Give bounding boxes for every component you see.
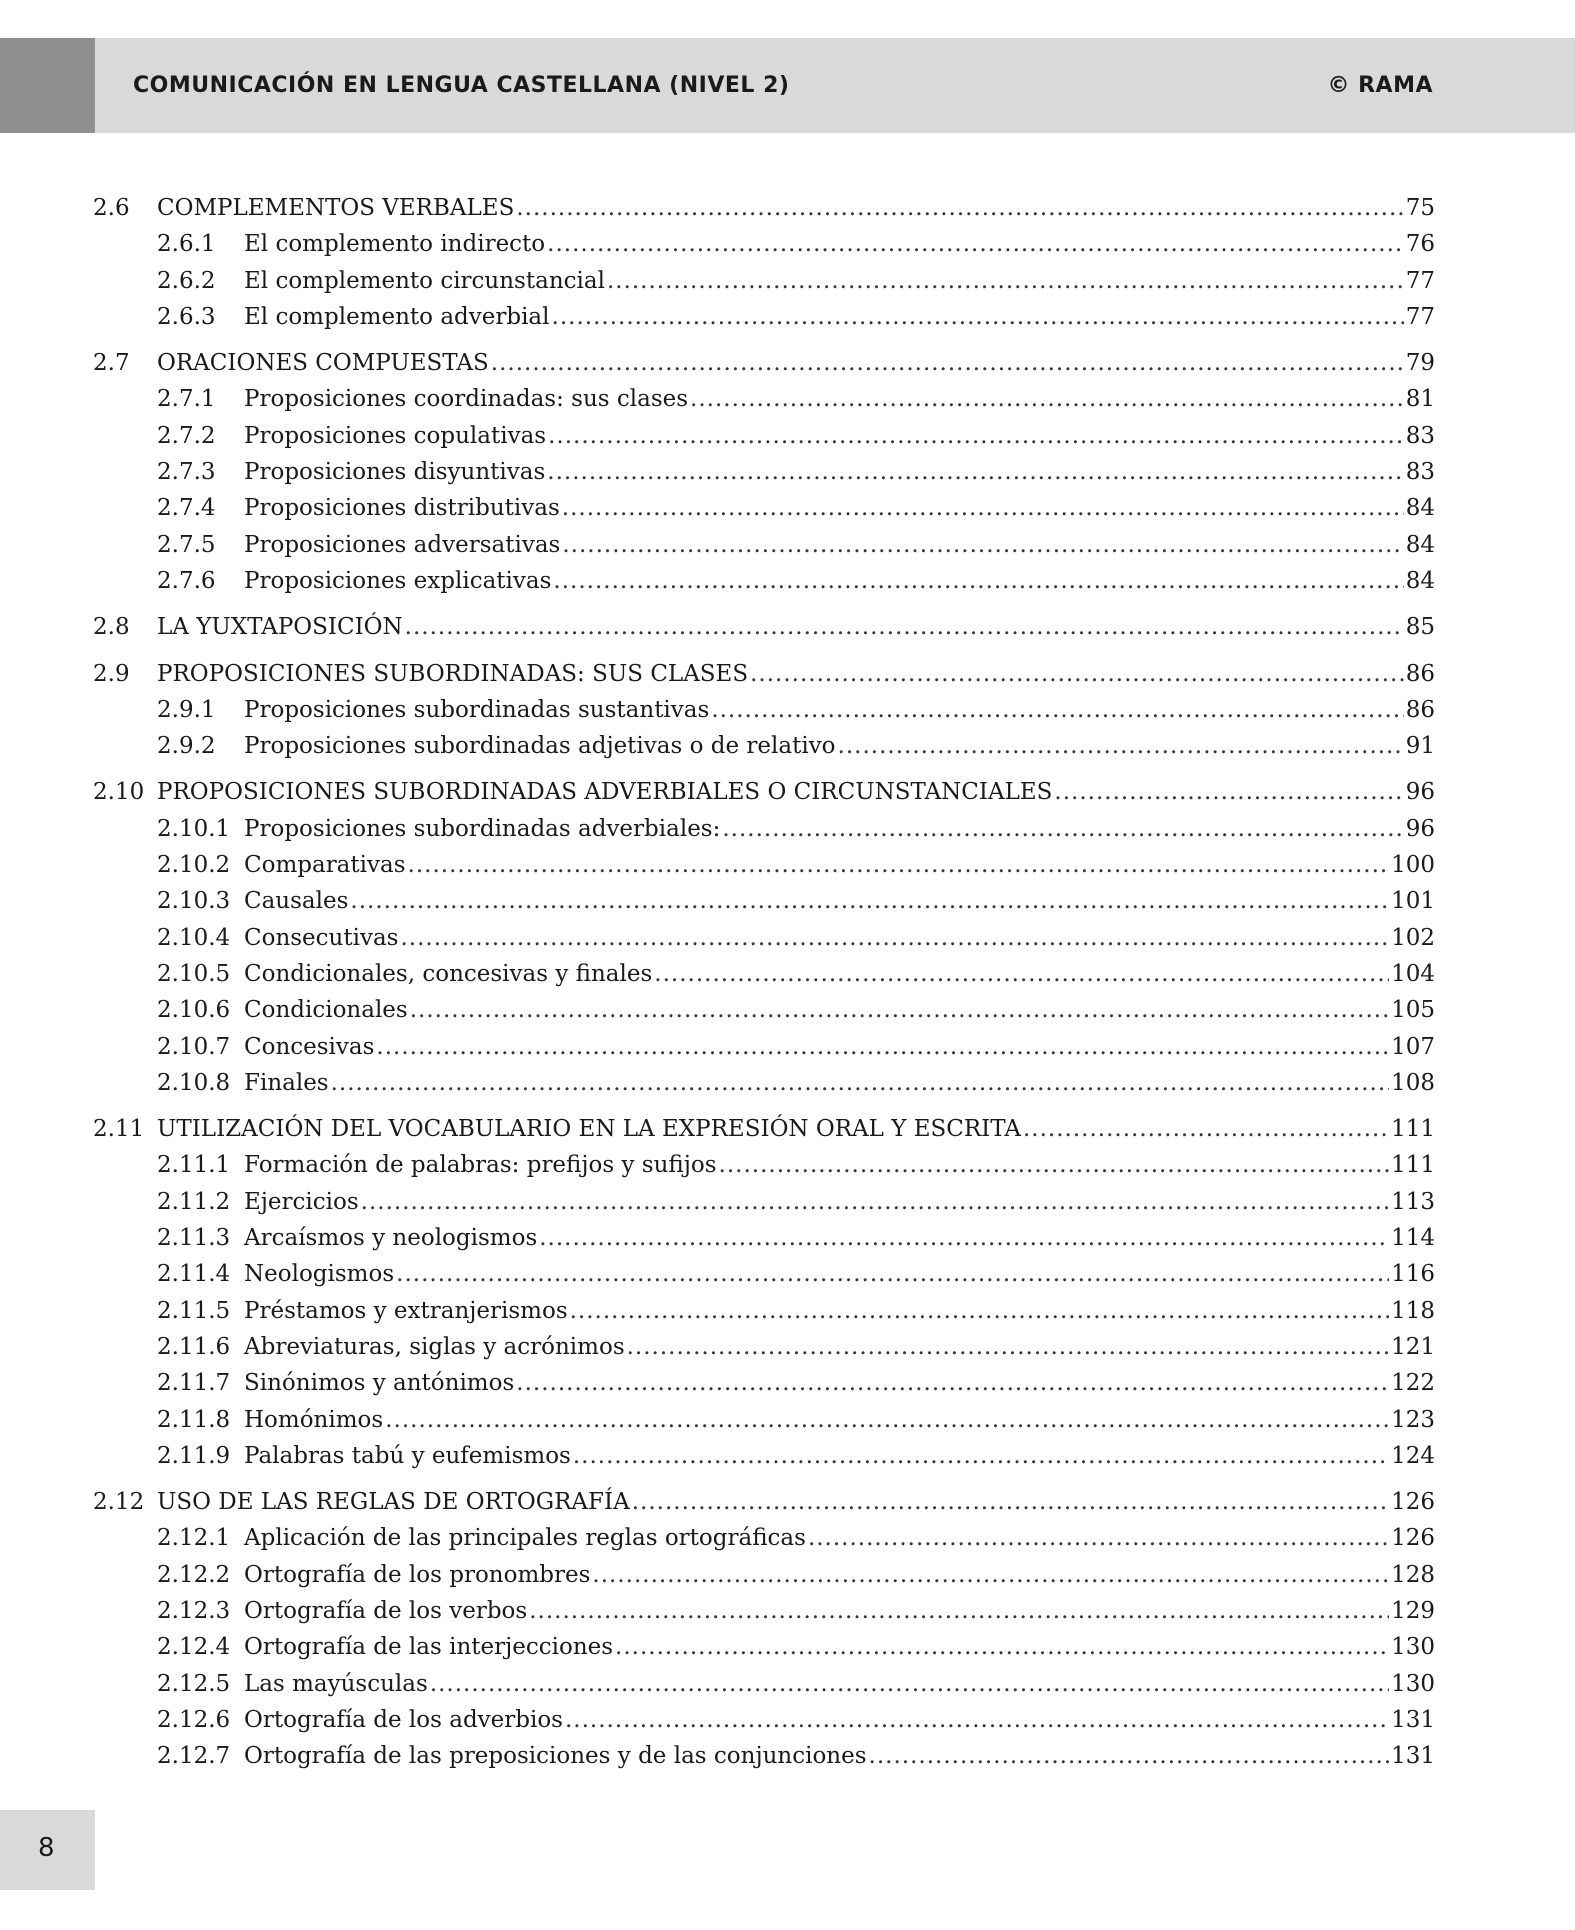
toc-section bbox=[93, 1111, 1435, 1474]
toc-entry-page: 84 bbox=[1405, 495, 1435, 522]
toc-entry-number: 2.10.6 bbox=[157, 997, 231, 1024]
toc-entry-page: 75 bbox=[1405, 195, 1435, 221]
toc-entry-number: 2.10.1 bbox=[157, 815, 231, 842]
toc-entry-title: Concesivas bbox=[244, 1033, 375, 1060]
toc-leader-dots bbox=[1054, 774, 1403, 810]
toc-entry-page: 83 bbox=[1405, 459, 1435, 486]
toc-entry-title: Las mayúsculas bbox=[244, 1670, 428, 1697]
toc-leader-dots bbox=[361, 1184, 1389, 1220]
toc-entry-title: Comparativas bbox=[244, 852, 406, 879]
toc-subsection-entry[interactable] bbox=[93, 1702, 1435, 1738]
toc-section bbox=[93, 345, 1435, 599]
toc-entry-title: Homónimos bbox=[244, 1406, 384, 1433]
toc-entry-page: 108 bbox=[1391, 1069, 1435, 1096]
toc-subsection-entry[interactable] bbox=[93, 299, 1435, 335]
toc-subsection-entry[interactable] bbox=[93, 992, 1435, 1028]
toc-entry-page: 84 bbox=[1405, 567, 1435, 594]
toc-entry-number: 2.12.6 bbox=[157, 1706, 231, 1733]
toc-entry-number: 2.10 bbox=[93, 779, 145, 806]
toc-leader-dots bbox=[750, 656, 1404, 692]
toc-entry-title: USO DE LAS REGLAS DE ORTOGRAFÍA bbox=[157, 1489, 630, 1516]
toc-entry-page: 84 bbox=[1405, 531, 1435, 558]
toc-leader-dots bbox=[838, 728, 1404, 764]
toc-subsection-entry[interactable] bbox=[93, 1329, 1435, 1365]
toc-entry-number: 2.11.2 bbox=[157, 1188, 231, 1215]
toc-entry-number: 2.11.7 bbox=[157, 1370, 231, 1397]
toc-leader-dots bbox=[405, 609, 1404, 645]
toc-leader-dots bbox=[565, 1702, 1389, 1738]
toc-entry-title: UTILIZACIÓN DEL VOCABULARIO EN LA EXPRESIÓN ORAL Y ESCRITA bbox=[157, 1116, 1021, 1143]
toc-leader-dots bbox=[632, 1484, 1389, 1520]
toc-leader-dots bbox=[376, 1029, 1389, 1065]
toc-entry-title: Ortografía de los pronombres bbox=[244, 1561, 591, 1588]
toc-subsection-entry[interactable] bbox=[93, 1593, 1435, 1629]
toc-entry-title: Neologismos bbox=[244, 1261, 395, 1288]
toc-subsection-entry[interactable] bbox=[93, 1220, 1435, 1256]
toc-entry-number: 2.10.2 bbox=[157, 852, 231, 879]
toc-leader-dots bbox=[547, 454, 1403, 490]
toc-entry-number: 2.10.8 bbox=[157, 1069, 231, 1096]
toc-entry-number: 2.6 bbox=[93, 195, 130, 221]
toc-section bbox=[93, 656, 1435, 765]
toc-entry-number: 2.11.9 bbox=[157, 1442, 231, 1469]
toc-entry-page: 100 bbox=[1391, 852, 1435, 879]
toc-section bbox=[93, 609, 1435, 645]
toc-leader-dots bbox=[548, 418, 1404, 454]
toc-subsection-entry[interactable] bbox=[93, 1738, 1435, 1774]
toc-subsection-entry[interactable] bbox=[93, 1402, 1435, 1438]
toc-entry-number: 2.10.5 bbox=[157, 960, 231, 987]
toc-entry-title: El complemento circunstancial bbox=[244, 267, 605, 294]
toc-entry-page: 79 bbox=[1405, 350, 1435, 377]
toc-subsection-entry[interactable] bbox=[93, 1065, 1435, 1101]
page-number: 8 bbox=[38, 1833, 55, 1863]
toc-section-entry[interactable] bbox=[93, 345, 1435, 381]
toc-leader-dots bbox=[719, 1147, 1390, 1183]
toc-entry-page: 113 bbox=[1391, 1188, 1435, 1215]
toc-section-entry[interactable] bbox=[93, 1111, 1435, 1147]
toc-subsection-entry[interactable] bbox=[93, 381, 1435, 417]
toc-entry-page: 129 bbox=[1391, 1597, 1435, 1624]
toc-entry-title: PROPOSICIONES SUBORDINADAS ADVERBIALES O CIRCUNSTANCIALES bbox=[157, 779, 1053, 806]
toc-entry-number: 2.8 bbox=[93, 614, 130, 641]
toc-entry-number: 2.12.3 bbox=[157, 1597, 231, 1624]
toc-entry-number: 2.12.2 bbox=[157, 1561, 231, 1588]
toc-leader-dots bbox=[547, 226, 1404, 262]
toc-entry-page: 91 bbox=[1405, 733, 1435, 760]
toc-entry-title: El complemento adverbial bbox=[244, 303, 550, 330]
toc-entry-page: 111 bbox=[1391, 1116, 1435, 1143]
toc-entry-number: 2.7.4 bbox=[157, 495, 216, 522]
toc-leader-dots bbox=[539, 1220, 1389, 1256]
toc-subsection-entry[interactable] bbox=[93, 1184, 1435, 1220]
toc-entry-number: 2.6.1 bbox=[157, 231, 216, 258]
toc-entry-page: 86 bbox=[1405, 660, 1435, 687]
toc-section bbox=[93, 190, 1435, 335]
toc-section-entry[interactable] bbox=[93, 774, 1435, 810]
toc-subsection-entry[interactable] bbox=[93, 847, 1435, 883]
toc-entry-number: 2.6.3 bbox=[157, 303, 216, 330]
toc-leader-dots bbox=[808, 1520, 1389, 1556]
toc-entry-number: 2.11.3 bbox=[157, 1225, 231, 1252]
toc-leader-dots bbox=[552, 299, 1404, 335]
toc-entry-page: 114 bbox=[1391, 1225, 1435, 1252]
toc-entry-title: Condicionales, concesivas y finales bbox=[244, 960, 653, 987]
toc-entry-title: Ortografía de las preposiciones y de las conjunciones bbox=[244, 1743, 867, 1770]
toc-entry-page: 130 bbox=[1391, 1634, 1435, 1661]
toc-leader-dots bbox=[562, 490, 1404, 526]
toc-entry-number: 2.11.5 bbox=[157, 1297, 231, 1324]
toc-entry-page: 131 bbox=[1391, 1743, 1435, 1770]
toc-subsection-entry[interactable] bbox=[93, 1629, 1435, 1665]
toc-leader-dots bbox=[553, 563, 1403, 599]
toc-entry-page: 96 bbox=[1405, 779, 1435, 806]
toc-entry-page: 126 bbox=[1391, 1489, 1435, 1516]
toc-entry-page: 81 bbox=[1405, 386, 1435, 413]
toc-subsection-entry[interactable] bbox=[93, 527, 1435, 563]
toc-leader-dots bbox=[570, 1293, 1389, 1329]
toc-leader-dots bbox=[562, 527, 1403, 563]
toc-entry-title: El complemento indirecto bbox=[244, 231, 546, 258]
toc-section-entry[interactable] bbox=[93, 656, 1435, 692]
toc-entry-number: 2.9.2 bbox=[157, 733, 216, 760]
header-publisher: © RAMA bbox=[1327, 73, 1433, 98]
toc-subsection-entry[interactable] bbox=[93, 1438, 1435, 1474]
toc-entry-number: 2.7.5 bbox=[157, 531, 216, 558]
toc-entry-page: 83 bbox=[1405, 422, 1435, 449]
toc-entry-title: ORACIONES COMPUESTAS bbox=[157, 350, 489, 377]
toc-entry-title: Proposiciones copulativas bbox=[244, 422, 547, 449]
toc-entry-page: 123 bbox=[1391, 1406, 1435, 1433]
toc-leader-dots bbox=[491, 345, 1404, 381]
toc-subsection-entry[interactable] bbox=[93, 728, 1435, 764]
toc-entry-title: Proposiciones subordinadas adjetivas o de relativo bbox=[244, 733, 836, 760]
toc-entry-page: 86 bbox=[1405, 696, 1435, 723]
toc-entry-title: Abreviaturas, siglas y acrónimos bbox=[244, 1333, 625, 1360]
toc-entry-number: 2.9 bbox=[93, 660, 130, 687]
toc-entry-title: Arcaísmos y neologismos bbox=[244, 1225, 538, 1252]
toc-entry-number: 2.7 bbox=[93, 350, 130, 377]
toc-entry-page: 96 bbox=[1405, 815, 1435, 842]
toc-entry-number: 2.12 bbox=[93, 1489, 145, 1516]
toc-leader-dots bbox=[430, 1666, 1389, 1702]
toc-entry-number: 2.10.3 bbox=[157, 888, 231, 915]
toc-entry-title: LA YUXTAPOSICIÓN bbox=[157, 614, 403, 641]
toc-subsection-entry[interactable] bbox=[93, 920, 1435, 956]
toc-section bbox=[93, 774, 1435, 1101]
toc-entry-title: Formación de palabras: prefijos y sufijos bbox=[244, 1152, 717, 1179]
toc-leader-dots bbox=[711, 692, 1403, 728]
toc-entry-page: 118 bbox=[1391, 1297, 1435, 1324]
toc-subsection-entry[interactable] bbox=[93, 263, 1435, 299]
toc-leader-dots bbox=[408, 847, 1390, 883]
toc-subsection-entry[interactable] bbox=[93, 454, 1435, 490]
toc-entry-title: Condicionales bbox=[244, 997, 408, 1024]
toc-entry-page: 122 bbox=[1391, 1370, 1435, 1397]
toc-leader-dots bbox=[722, 811, 1403, 847]
toc-entry-page: 101 bbox=[1391, 888, 1435, 915]
toc-leader-dots bbox=[654, 956, 1389, 992]
running-header bbox=[0, 38, 1575, 133]
toc-entry-page: 77 bbox=[1405, 267, 1435, 294]
toc-subsection-entry[interactable] bbox=[93, 563, 1435, 599]
toc-entry-title: Ortografía de las interjecciones bbox=[244, 1634, 614, 1661]
toc-entry-number: 2.9.1 bbox=[157, 696, 216, 723]
toc-entry-page: 124 bbox=[1391, 1442, 1435, 1469]
toc-entry-title: COMPLEMENTOS VERBALES bbox=[157, 195, 515, 221]
toc-subsection-entry[interactable] bbox=[93, 1293, 1435, 1329]
toc-subsection-entry[interactable] bbox=[93, 490, 1435, 526]
toc-entry-title: Ortografía de los verbos bbox=[244, 1597, 528, 1624]
toc-entry-number: 2.12.5 bbox=[157, 1670, 231, 1697]
toc-subsection-entry[interactable] bbox=[93, 1256, 1435, 1292]
toc-entry-number: 2.7.1 bbox=[157, 386, 216, 413]
toc-entry-number: 2.11 bbox=[93, 1116, 145, 1143]
toc-section-entry[interactable] bbox=[93, 609, 1435, 645]
toc-subsection-entry[interactable] bbox=[93, 1666, 1435, 1702]
toc-leader-dots bbox=[627, 1329, 1389, 1365]
toc-leader-dots bbox=[607, 263, 1404, 299]
toc-entry-number: 2.7.3 bbox=[157, 459, 216, 486]
toc-entry-title: Ortografía de los adverbios bbox=[244, 1706, 563, 1733]
toc-entry-page: 111 bbox=[1391, 1152, 1435, 1179]
header-tab bbox=[0, 38, 95, 133]
toc-entry-page: 105 bbox=[1391, 997, 1435, 1024]
toc-entry-number: 2.6.2 bbox=[157, 267, 216, 294]
toc-entry-title: Proposiciones distributivas bbox=[244, 495, 560, 522]
toc-leader-dots bbox=[1023, 1111, 1389, 1147]
toc-leader-dots bbox=[529, 1593, 1389, 1629]
toc-entry-page: 128 bbox=[1391, 1561, 1435, 1588]
toc-entry-page: 77 bbox=[1405, 303, 1435, 330]
toc-entry-number: 2.11.8 bbox=[157, 1406, 231, 1433]
toc-entry-number: 2.12.4 bbox=[157, 1634, 231, 1661]
toc-subsection-entry[interactable] bbox=[93, 811, 1435, 847]
toc-entry-page: 116 bbox=[1391, 1261, 1435, 1288]
toc-entry-title: Proposiciones adversativas bbox=[244, 531, 561, 558]
toc-entry-number: 2.11.1 bbox=[157, 1152, 231, 1179]
toc-leader-dots bbox=[385, 1402, 1389, 1438]
table-of-contents bbox=[93, 190, 1435, 1784]
toc-entry-page: 85 bbox=[1405, 614, 1435, 641]
toc-leader-dots bbox=[410, 992, 1389, 1028]
toc-entry-title: Causales bbox=[244, 888, 349, 915]
toc-leader-dots bbox=[331, 1065, 1389, 1101]
toc-entry-number: 2.11.6 bbox=[157, 1333, 231, 1360]
toc-entry-number: 2.12.7 bbox=[157, 1743, 231, 1770]
toc-entry-title: Préstamos y extranjerismos bbox=[244, 1297, 568, 1324]
toc-subsection-entry[interactable] bbox=[93, 1365, 1435, 1401]
toc-entry-title: Finales bbox=[244, 1069, 329, 1096]
toc-subsection-entry[interactable] bbox=[93, 1520, 1435, 1556]
header-title: COMUNICACIÓN EN LENGUA CASTELLANA (NIVEL 2) bbox=[133, 73, 790, 98]
toc-subsection-entry[interactable] bbox=[93, 1557, 1435, 1593]
toc-leader-dots bbox=[869, 1738, 1390, 1774]
toc-entry-page: 130 bbox=[1391, 1670, 1435, 1697]
toc-subsection-entry[interactable] bbox=[93, 418, 1435, 454]
toc-entry-title: Proposiciones subordinadas adverbiales: bbox=[244, 815, 721, 842]
toc-section bbox=[93, 1484, 1435, 1774]
toc-subsection-entry[interactable] bbox=[93, 1029, 1435, 1065]
toc-leader-dots bbox=[516, 190, 1403, 226]
toc-entry-title: Proposiciones disyuntivas bbox=[244, 459, 546, 486]
toc-entry-title: Proposiciones explicativas bbox=[244, 567, 552, 594]
toc-entry-title: PROPOSICIONES SUBORDINADAS: SUS CLASES bbox=[157, 660, 749, 687]
toc-entry-title: Sinónimos y antónimos bbox=[244, 1370, 515, 1397]
toc-entry-page: 104 bbox=[1391, 960, 1435, 987]
toc-section-entry[interactable] bbox=[93, 1484, 1435, 1520]
toc-subsection-entry[interactable] bbox=[93, 692, 1435, 728]
toc-subsection-entry[interactable] bbox=[93, 226, 1435, 262]
toc-entry-title: Ejercicios bbox=[244, 1188, 359, 1215]
toc-entry-page: 102 bbox=[1391, 924, 1435, 951]
toc-entry-number: 2.10.4 bbox=[157, 924, 231, 951]
toc-entry-number: 2.12.1 bbox=[157, 1525, 231, 1552]
toc-entry-title: Aplicación de las principales reglas ortográficas bbox=[244, 1525, 806, 1552]
toc-subsection-entry[interactable] bbox=[93, 1147, 1435, 1183]
toc-leader-dots bbox=[690, 381, 1404, 417]
toc-leader-dots bbox=[400, 920, 1389, 956]
toc-leader-dots bbox=[350, 883, 1389, 919]
toc-subsection-entry[interactable] bbox=[93, 883, 1435, 919]
toc-leader-dots bbox=[615, 1629, 1389, 1665]
toc-entry-page: 107 bbox=[1391, 1033, 1435, 1060]
toc-leader-dots bbox=[592, 1557, 1389, 1593]
toc-entry-title: Consecutivas bbox=[244, 924, 399, 951]
toc-entry-page: 131 bbox=[1391, 1706, 1435, 1733]
toc-entry-title: Palabras tabú y eufemismos bbox=[244, 1442, 571, 1469]
toc-entry-title: Proposiciones subordinadas sustantivas bbox=[244, 696, 710, 723]
toc-leader-dots bbox=[396, 1256, 1389, 1292]
toc-leader-dots bbox=[573, 1438, 1389, 1474]
toc-subsection-entry[interactable] bbox=[93, 956, 1435, 992]
toc-entry-page: 121 bbox=[1391, 1333, 1435, 1360]
toc-entry-number: 2.11.4 bbox=[157, 1261, 231, 1288]
toc-entry-page: 76 bbox=[1405, 231, 1435, 258]
toc-section-entry[interactable] bbox=[93, 190, 1435, 226]
toc-entry-page: 126 bbox=[1391, 1525, 1435, 1552]
toc-entry-number: 2.10.7 bbox=[157, 1033, 231, 1060]
toc-entry-number: 2.7.2 bbox=[157, 422, 216, 449]
toc-entry-number: 2.7.6 bbox=[157, 567, 216, 594]
toc-entry-title: Proposiciones coordinadas: sus clases bbox=[244, 386, 689, 413]
toc-leader-dots bbox=[516, 1365, 1389, 1401]
